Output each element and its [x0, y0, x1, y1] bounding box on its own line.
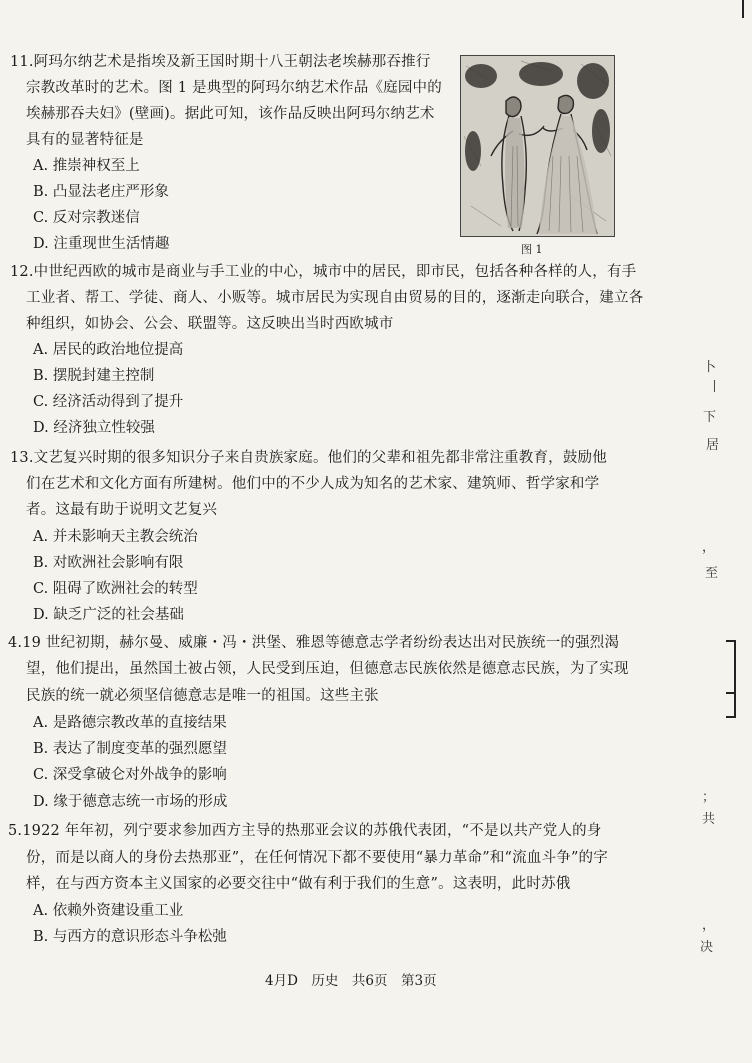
- question-line: 4.19 世纪初期，赫尔曼、威廉・冯・洪堡、雅恩等德意志学者纷纷表达出对民族统一的强烈渴: [8, 635, 620, 651]
- margin-bracket: [726, 640, 736, 694]
- margin-bracket: [726, 692, 736, 718]
- option-b: B. 表达了制度变革的强烈愿望: [33, 741, 227, 757]
- option-a: A. 居民的政治地位提高: [33, 342, 184, 358]
- question-line: 工业者、帮工、学徒、商人、小贩等。城市居民为实现自由贸易的目的，逐渐走向联合，建立各: [26, 290, 644, 306]
- margin-mark: 丨: [708, 380, 722, 395]
- option-a: A. 是路德宗教改革的直接结果: [33, 715, 227, 731]
- option-b: B. 与西方的意识形态斗争松弛: [33, 929, 227, 945]
- option-b: B. 凸显法老庄严形象: [33, 184, 169, 200]
- question-line: 埃赫那吞夫妇》(壁画)。据此可知，该作品反映出阿玛尔纳艺术: [26, 106, 435, 122]
- margin-mark: 居: [706, 438, 720, 453]
- question-line: 11.阿玛尔纳艺术是指埃及新王国时期十八王朝法老埃赫那吞推行: [10, 54, 431, 70]
- question-line: 民族的统一就必须坚信德意志是唯一的祖国。这些主张: [26, 688, 379, 704]
- option-b: B. 摆脱封建主控制: [33, 368, 155, 384]
- margin-mark: 下: [703, 410, 717, 425]
- question-line: 样，在与西方资本主义国家的必要交往中“做有利于我们的生意”。这表明，此时苏俄: [26, 876, 571, 892]
- margin-mark: ；: [702, 790, 716, 805]
- figure-caption: 图 1: [521, 243, 543, 256]
- margin-mark: 共: [702, 812, 716, 827]
- option-c: C. 深受拿破仑对外战争的影响: [33, 767, 227, 783]
- question-line: 5.1922 年年初，列宁要求参加西方主导的热那亚会议的苏俄代表团，“不是以共产党人的身: [8, 823, 602, 839]
- option-a: A. 依赖外资建设重工业: [33, 903, 184, 919]
- page-footer: 4月D 历史 共6页 第3页: [265, 973, 437, 989]
- option-d: D. 缺乏广泛的社会基础: [33, 607, 184, 623]
- margin-mark: 决: [700, 940, 714, 955]
- question-line: 具有的显著特征是: [26, 132, 144, 148]
- option-b: B. 对欧洲社会影响有限: [33, 555, 184, 571]
- option-c: C. 经济活动得到了提升: [33, 394, 184, 410]
- question-line: 12.中世纪西欧的城市是商业与手工业的中心，城市中的居民，即市民，包括各种各样的人，有手: [10, 264, 637, 280]
- question-line: 种组织，如协会、公会、联盟等。这反映出当时西欧城市: [26, 316, 394, 332]
- question-line: 宗教改革时的艺术。图 1 是典型的阿玛尔纳艺术作品《庭园中的: [26, 80, 442, 96]
- question-line: 望，他们提出，虽然国土被占领，人民受到压迫，但德意志民族依然是德意志民族，为了实现: [26, 661, 629, 677]
- question-line: 份，而是以商人的身份去热那亚”，在任何情况下都不要使用“暴力革命”和“流血斗争”的字: [26, 850, 608, 866]
- option-a: A. 推崇神权至上: [33, 158, 140, 174]
- question-line: 13.文艺复兴时期的很多知识分子来自贵族家庭。他们的父辈和祖先都非常注重教育，鼓励他: [10, 450, 607, 466]
- margin-mark: ，: [702, 918, 716, 933]
- margin-mark: 至: [705, 566, 719, 581]
- option-c: C. 阻碍了欧洲社会的转型: [33, 581, 198, 597]
- question-line: 们在艺术和文化方面有所建树。他们中的不少人成为知名的艺术家、建筑师、哲学家和学: [26, 476, 600, 492]
- margin-mark: 卜: [703, 360, 717, 375]
- option-d: D. 缘于德意志统一市场的形成: [33, 794, 228, 810]
- option-a: A. 并未影响天主教会统治: [33, 529, 198, 545]
- option-c: C. 反对宗教迷信: [33, 210, 140, 226]
- margin-tick: [742, 0, 744, 18]
- option-d: D. 注重现世生活情趣: [33, 236, 170, 252]
- figure-mural-image: [460, 55, 615, 237]
- option-d: D. 经济独立性较强: [33, 420, 155, 436]
- question-line: 者。这最有助于说明文艺复兴: [26, 502, 218, 518]
- margin-mark: ，: [702, 540, 716, 555]
